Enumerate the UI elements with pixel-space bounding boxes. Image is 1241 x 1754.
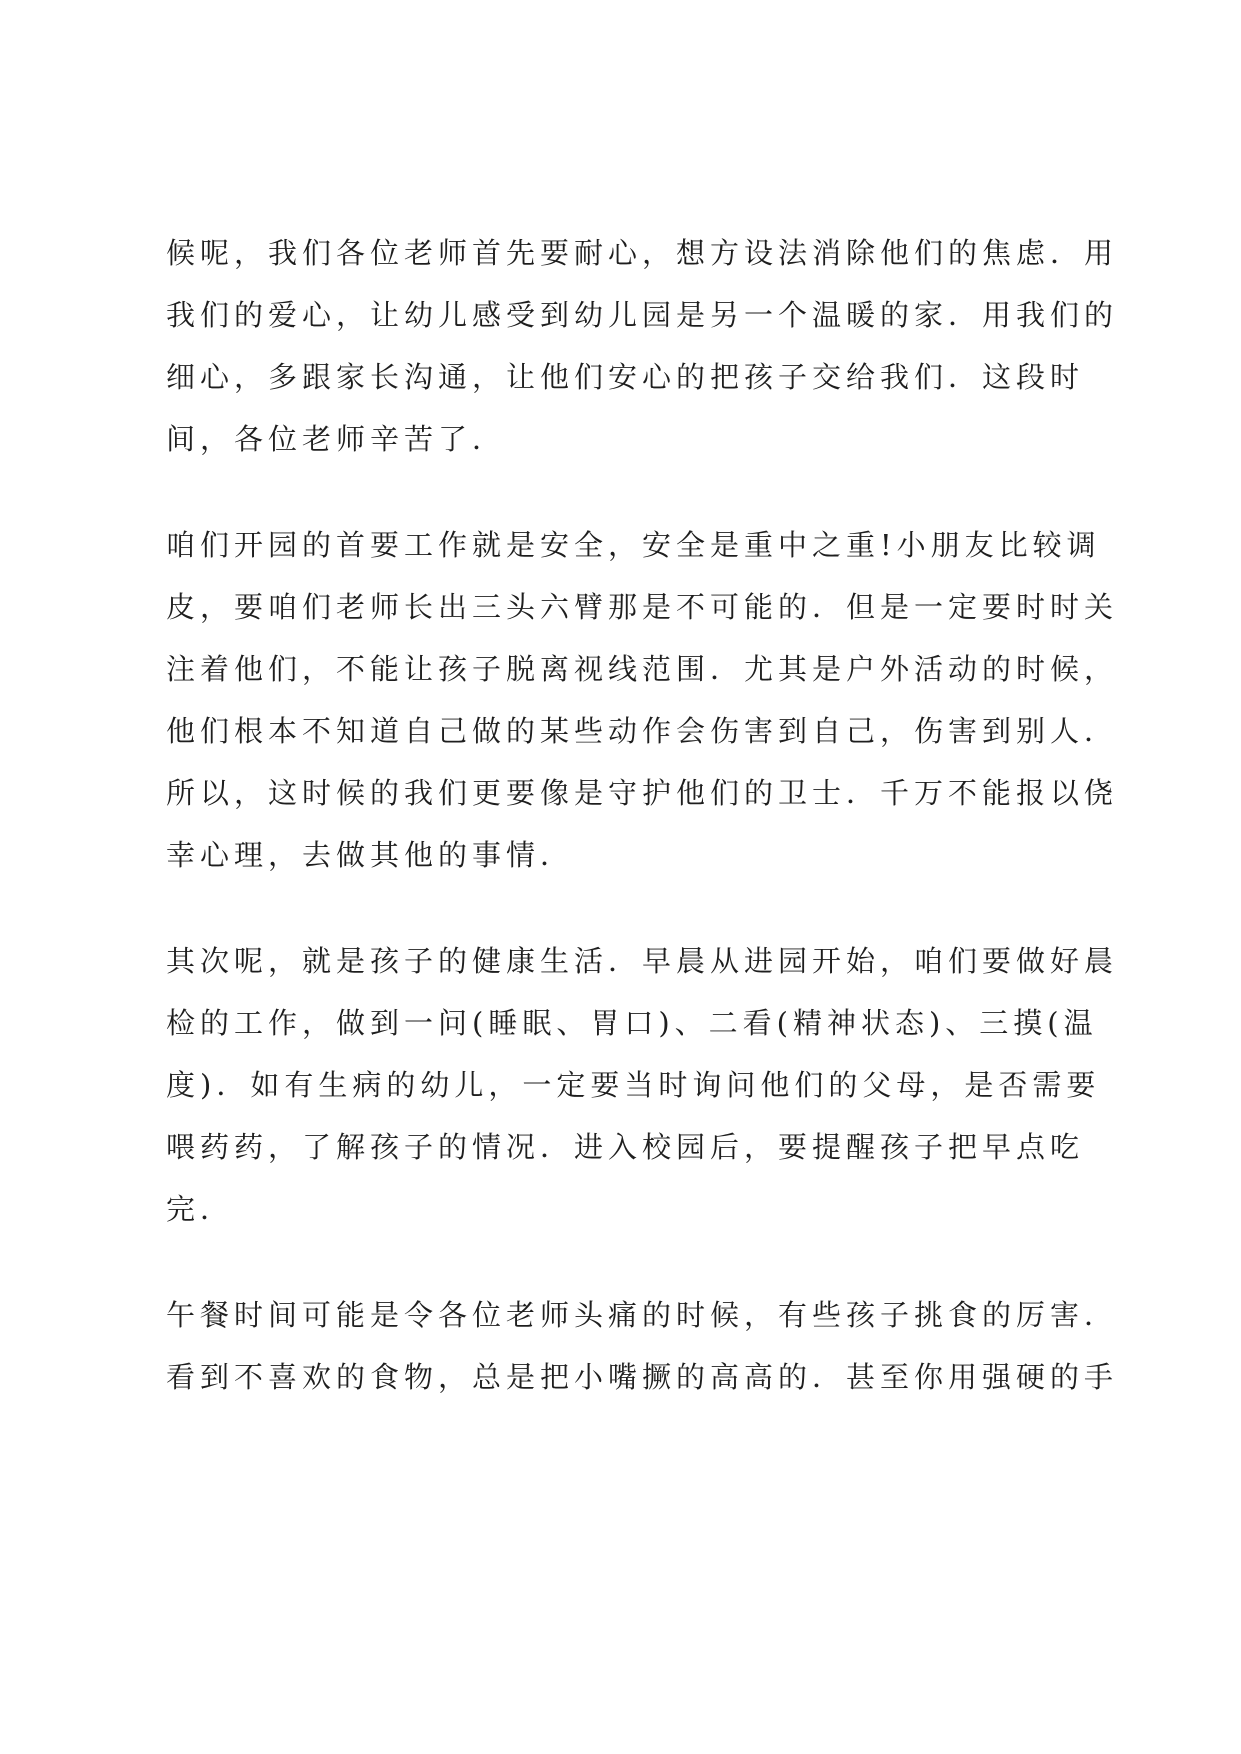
paragraph	[166, 222, 1119, 470]
text-line: 间，各位老师辛苦了．	[166, 422, 507, 456]
text-line: 他们根本不知道自己做的某些动作会伤害到自己，伤害到别人．	[166, 714, 1119, 748]
text-line: 其次呢，就是孩子的健康生活．早晨从进园开始，咱们要做好晨	[166, 944, 1119, 978]
paragraph	[166, 930, 1119, 1240]
text-line: 注着他们，不能让孩子脱离视线范围．尤其是户外活动的时候，	[166, 652, 1119, 686]
text-line: 幸心理，去做其他的事情．	[166, 838, 575, 872]
paragraph	[166, 514, 1119, 886]
document-body	[166, 222, 1119, 1452]
paragraph	[166, 1284, 1119, 1408]
text-line: 完．	[166, 1192, 235, 1226]
text-line: 候呢，我们各位老师首先要耐心，想方设法消除他们的焦虑．用	[166, 236, 1119, 270]
text-line: 午餐时间可能是令各位老师头痛的时候，有些孩子挑食的厉害．	[166, 1298, 1119, 1332]
text-line: 检的工作，做到一问(睡眠、胃口)、二看(精神状态)、三摸(温	[166, 1006, 1098, 1040]
text-line: 咱们开园的首要工作就是安全，安全是重中之重!小朋友比较调	[166, 528, 1101, 562]
text-line: 皮，要咱们老师长出三头六臂那是不可能的．但是一定要时时关	[166, 590, 1119, 624]
text-line: 所以，这时候的我们更要像是守护他们的卫士．千万不能报以侥	[166, 776, 1119, 810]
text-line: 度)．如有生病的幼儿，一定要当时询问他们的父母，是否需要	[166, 1068, 1101, 1102]
text-line: 细心，多跟家长沟通，让他们安心的把孩子交给我们．这段时	[166, 360, 1085, 394]
text-line: 看到不喜欢的食物，总是把小嘴撅的高高的．甚至你用强硬的手	[166, 1360, 1119, 1394]
text-line: 我们的爱心，让幼儿感受到幼儿园是另一个温暖的家．用我们的	[166, 298, 1119, 332]
text-line: 喂药药，了解孩子的情况．进入校园后，要提醒孩子把早点吃	[166, 1130, 1085, 1164]
